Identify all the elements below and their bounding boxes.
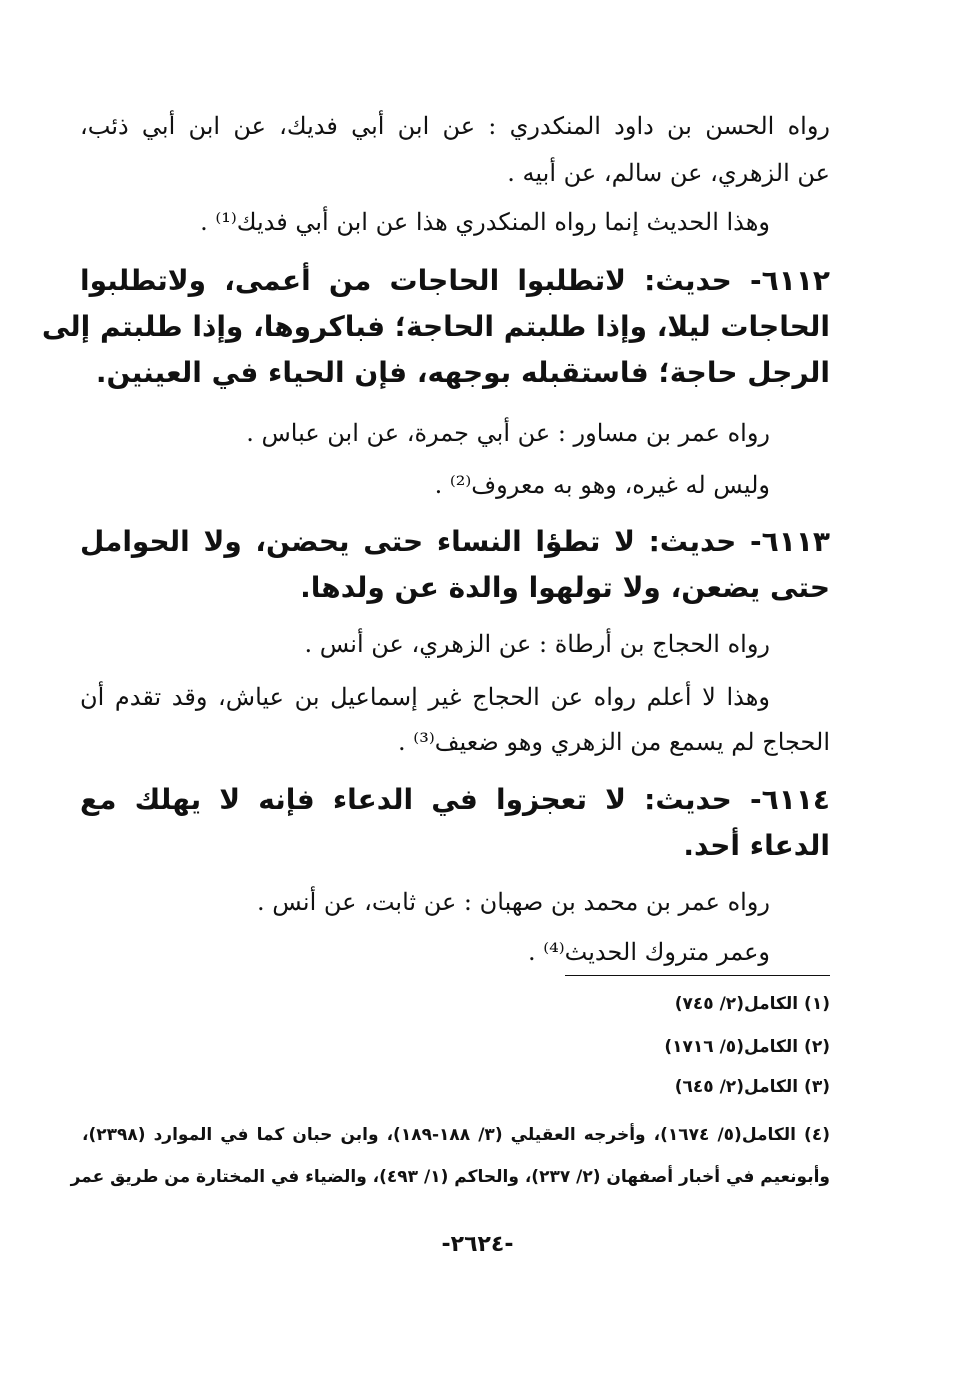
footnote-2: (٢) الكامل(٥/ ١٧١٦) bbox=[664, 1037, 830, 1057]
footnote-4-continued: وأبونعيم في أخبار أصفهان (٢/ ٢٣٧)، والحاكم (١/ ٤٩٣)، والضياء في المختارة من طريق عمر bbox=[70, 1167, 830, 1187]
text-line: رواه الحسن بن داود المنكدري : عن ابن أبي فديك، عن ابن أبي ذئب، bbox=[80, 112, 830, 140]
text-line: وعمر متروك الحديث⁽⁴⁾ . bbox=[528, 938, 770, 966]
hadith-text-line: الحاجات ليلا، وإذا طلبتم الحاجة؛ فباكروها، وإذا طلبتم إلى bbox=[41, 310, 830, 343]
footnote-3: (٣) الكامل(٢/ ٦٤٥) bbox=[674, 1077, 830, 1097]
text-line: عن الزهري، عن سالم، عن أبيه . bbox=[507, 159, 830, 187]
text-line: رواه عمر بن محمد بن صهبان : عن ثابت، عن أنس . bbox=[257, 888, 770, 916]
text-line: وهذا لا أعلم رواه عن الحجاج غير إسماعيل بن عياش، وقد تقدم أن bbox=[80, 683, 770, 711]
footnote-1: (١) الكامل(٢/ ٧٤٥) bbox=[674, 994, 830, 1014]
footnote-separator bbox=[565, 975, 830, 976]
hadith-text-line: الرجل حاجة؛ فاستقبله بوجهه، فإن الحياء في العينين. bbox=[95, 356, 830, 389]
hadith-text-line: حتى يضعن، ولا تولهوا والدة عن ولدها. bbox=[300, 571, 830, 604]
page-number: -٢٦٢٤- bbox=[441, 1232, 514, 1257]
text-line: الحجاج لم يسمع من الزهري وهو ضعيف⁽³⁾ . bbox=[398, 728, 830, 756]
hadith-heading-6112: ٦١١٢- حديث: لاتطلبوا الحاجات من أعمى، ولاتطلبوا bbox=[80, 264, 830, 297]
text-line: رواه الحجاج بن أرطاة : عن الزهري، عن أنس . bbox=[304, 630, 770, 658]
hadith-heading-6113: ٦١١٣- حديث: لا تطؤا النساء حتى يحضن، ولا الحوامل bbox=[80, 525, 830, 558]
hadith-text-line: الدعاء أحد. bbox=[683, 829, 830, 862]
text-line: وليس له غيره، وهو به معروف⁽²⁾ . bbox=[434, 471, 770, 499]
text-line: وهذا الحديث إنما رواه المنكدري هذا عن ابن أبي فديك⁽¹⁾ . bbox=[200, 208, 770, 236]
footnote-4: (٤) الكامل(٥/ ١٦٧٤)، وأخرجه العقيلي (٣/ ١٨٨-١٨٩)، وابن حبان كما في الموارد (٢٣٩٨)، bbox=[82, 1125, 830, 1145]
hadith-heading-6114: ٦١١٤- حديث: لا تعجزوا في الدعاء فإنه لا يهلك مع bbox=[80, 783, 830, 816]
text-line: رواه عمر بن مساور : عن أبي جمرة، عن ابن عباس . bbox=[246, 419, 770, 447]
